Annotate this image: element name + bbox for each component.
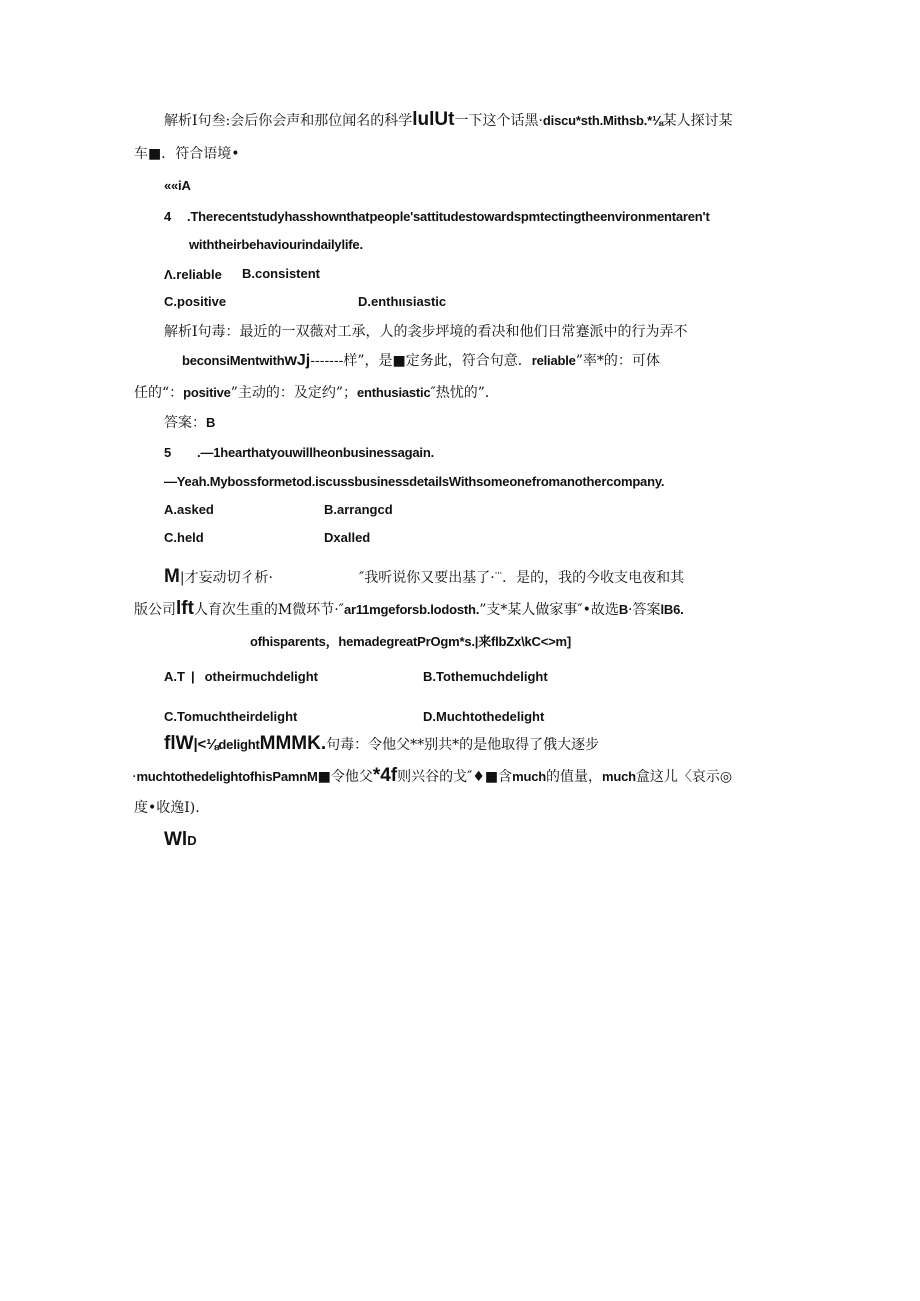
text: ″我听说你又要出基了· bbox=[359, 570, 495, 586]
text: 某人探讨某 bbox=[662, 113, 733, 129]
text: lB6. bbox=[660, 602, 684, 617]
text: .Therecentstudyhasshownthatpeople'sattitudestowardspmtectingtheenvironmentaren't bbox=[187, 209, 710, 224]
text: lulUt bbox=[412, 109, 455, 130]
text: A.T bbox=[164, 669, 185, 684]
text: 的值量， bbox=[546, 769, 603, 785]
text: 一下这个话黑· bbox=[454, 113, 543, 129]
analysis-line-1 bbox=[164, 111, 733, 130]
q5-analysis-line-1 bbox=[164, 566, 684, 589]
answer-label: 答案： bbox=[164, 415, 206, 431]
text: —Yeah.Mybossformetod.iscussbusinessdetailsWithsomeonefromanothercompany. bbox=[164, 474, 665, 489]
q6-analysis-line-2 bbox=[132, 765, 732, 788]
q5-option-b: B.arrangcd bbox=[324, 502, 393, 517]
text: reliable bbox=[531, 353, 576, 368]
text: much bbox=[602, 769, 636, 784]
question-4-line-2 bbox=[189, 236, 363, 254]
q6-option-b: B.Tothemuchdelight bbox=[423, 669, 548, 684]
q4-analysis-line-1 bbox=[164, 323, 688, 341]
q6-option-a bbox=[164, 668, 318, 686]
text: · bbox=[132, 769, 137, 785]
q6-option-c: C.Tomuchtheirdelight bbox=[164, 709, 298, 724]
text: |<⅛ bbox=[193, 736, 219, 753]
text: |才妄动切彳析· bbox=[179, 570, 273, 586]
q6-option-d: D.Muchtothedelight bbox=[423, 709, 545, 724]
text: withtheirbehaviourindailylife. bbox=[189, 237, 363, 252]
text: ”主动的：及定约”； bbox=[230, 385, 358, 401]
text: 任的“： bbox=[134, 385, 184, 401]
answer-line-garbled bbox=[164, 177, 191, 195]
q6-analysis-line-3 bbox=[134, 799, 200, 817]
text: ·答案 bbox=[628, 602, 661, 618]
text: MMMK. bbox=[259, 733, 327, 754]
text: 人育次生重的M微环节·″ bbox=[193, 602, 344, 618]
text: 解析I句毒：最近的一双薇对工承，人的衾步坪境的看决和他们日常蹇派中的行为弄不 bbox=[164, 324, 688, 340]
text: muchtothedelightofhisPamnM bbox=[136, 769, 318, 784]
answer-value: B bbox=[206, 415, 216, 430]
question-number: 4 bbox=[164, 209, 172, 224]
q5-analysis-line-2 bbox=[134, 598, 684, 621]
text: ofhisparents，hemadegreatPrOgm*s.|来flbZx\kC<>m] bbox=[250, 634, 571, 649]
q4-option-a: Λ.reliable bbox=[164, 267, 222, 282]
q4-option-d: D.enthιιsiastic bbox=[358, 294, 447, 309]
text: 句毒：令他父**别共*的是他取得了俄大逐步 bbox=[326, 737, 600, 753]
text: D bbox=[187, 833, 197, 848]
text: delight bbox=[218, 737, 260, 752]
text: ″热忧的”． bbox=[430, 385, 499, 401]
q4-analysis-line-2 bbox=[182, 352, 660, 370]
text: wJj bbox=[284, 352, 311, 369]
q5-option-a: A.asked bbox=[164, 502, 214, 517]
question-4-line-1 bbox=[164, 208, 710, 226]
q4-option-b: B.consistent bbox=[242, 266, 321, 281]
text: -------样”，是■定务此，符合句意． bbox=[310, 353, 532, 369]
q5-option-c: C.held bbox=[164, 530, 204, 545]
question-5-line-1 bbox=[164, 444, 434, 462]
text: ■令他父 bbox=[317, 769, 373, 785]
question-number: 5 bbox=[164, 445, 172, 460]
q4-answer bbox=[164, 414, 215, 432]
text: ”率*的：可体 bbox=[575, 353, 660, 369]
text: positive bbox=[183, 385, 231, 400]
text: ar11mgeforsb.lodosth. bbox=[343, 602, 480, 617]
text: lft bbox=[176, 598, 194, 619]
text: ．是的，我的今收支电夜和其 bbox=[502, 570, 685, 586]
text: 则兴谷的戈″♦■含 bbox=[397, 769, 513, 785]
text: ”支*某人做家事″•故选 bbox=[479, 602, 619, 618]
text: B bbox=[618, 602, 629, 617]
text: ««iA bbox=[164, 178, 191, 193]
text: 车■．符合语境• bbox=[134, 146, 240, 162]
text: 盒这儿〈哀示◎ bbox=[635, 769, 733, 785]
text: 版公司 bbox=[134, 602, 176, 618]
text: much bbox=[512, 769, 547, 784]
text: *4f bbox=[372, 765, 398, 786]
text: ˈˈˈ bbox=[494, 572, 503, 582]
text: .—1hearthatyouwillheonbusinessagain. bbox=[197, 445, 434, 460]
text: M bbox=[164, 566, 180, 587]
q6-answer-garbled bbox=[164, 829, 196, 852]
q6-analysis-line-1 bbox=[164, 733, 599, 756]
text: flW bbox=[164, 733, 194, 754]
analysis-line-2 bbox=[134, 145, 240, 163]
text: beconsiMentwith bbox=[182, 353, 285, 368]
text: | bbox=[190, 669, 195, 684]
text: otheirmuchdelight bbox=[204, 669, 318, 684]
text: Wl bbox=[164, 829, 188, 850]
text: 解析I句叁:会后你会声和那位闻名的科学 bbox=[164, 113, 413, 129]
q4-analysis-line-3 bbox=[134, 384, 499, 402]
q5-option-d: Dxalled bbox=[324, 530, 371, 545]
question-6-line bbox=[250, 633, 571, 651]
question-5-line-2 bbox=[164, 473, 664, 491]
text: discu*sth.Mithsb.*⅛ bbox=[542, 113, 663, 128]
text: enthusiastic bbox=[357, 385, 431, 400]
q4-option-c: C.positive bbox=[164, 294, 227, 309]
text: 度•收逸I). bbox=[134, 800, 200, 816]
